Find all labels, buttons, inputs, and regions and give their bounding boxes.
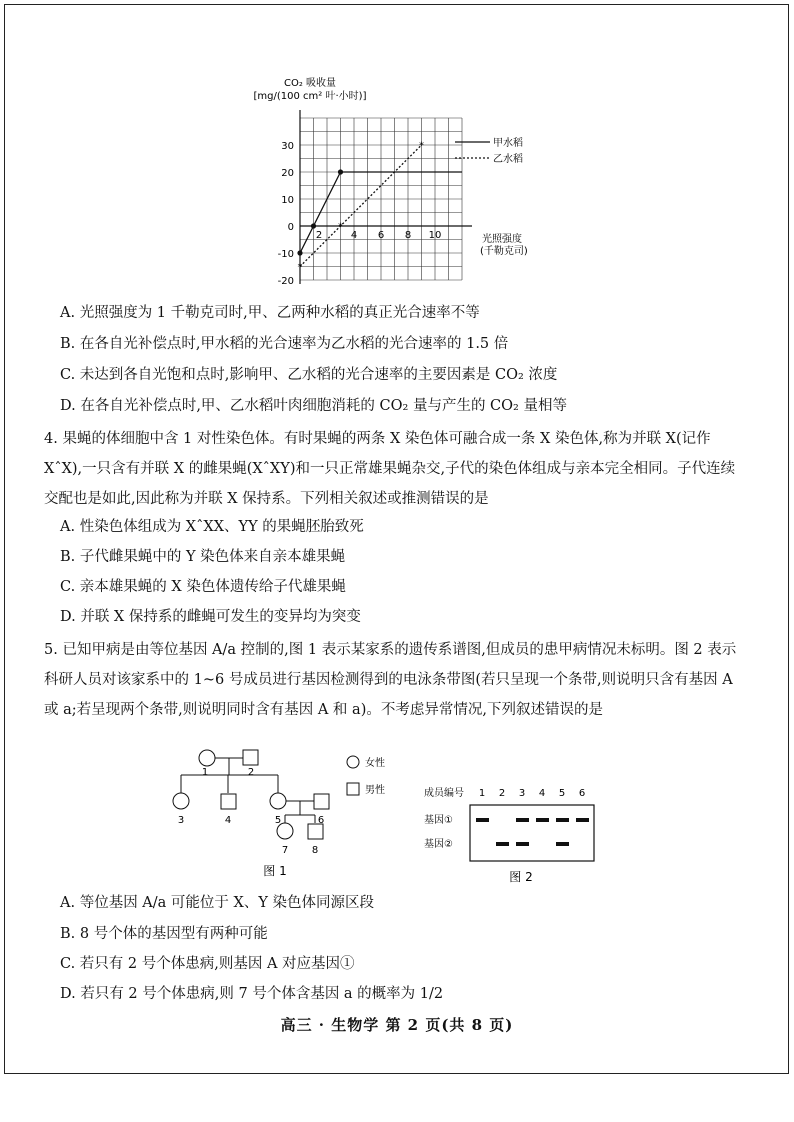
co2-chart	[250, 74, 550, 294]
chart-axes	[297, 110, 472, 284]
q3-option-d: D. 在各自光补偿点时,甲、乙水稻叶肉细胞消耗的 CO₂ 量与产生的 CO₂ 量相等	[60, 398, 567, 414]
pedigree-figure	[165, 745, 425, 885]
series-1-point-2: *	[419, 140, 424, 152]
member-6	[314, 794, 329, 809]
q4-stem: 4. 果蝇的体细胞中含 1 对性染色体。有时果蝇的两条 X 染色体可融合成一条 X 染色体,称为并联 X(记作 XˆX),一只含有并联 X 的雌果蝇(XˆXY)和一只正常雄果蝇杂交,子代的染色体组成与亲本完全相同。子代连续交配也是如此,因此称为并联 X 保持系。下列相关叙述或推测错误的是	[44, 431, 736, 507]
member-4	[221, 794, 236, 809]
label-2: 2	[247, 767, 255, 778]
member-8	[308, 824, 323, 839]
x-tick-4: 4	[350, 230, 358, 241]
member-5	[270, 793, 286, 809]
q4-option-a: A. 性染色体组成为 XˆXX、YY 的果蝇胚胎致死	[60, 519, 364, 535]
gel-row2: 基因②	[424, 839, 453, 850]
q3-option-c: C. 未达到各自光饱和点时,影响甲、乙水稻的光合速率的主要因素是 CO₂ 浓度	[60, 367, 558, 383]
chart-grid	[297, 118, 462, 280]
gel-caption: 图 2	[509, 870, 533, 884]
chart-xlabel-1: 光照强度	[482, 234, 522, 245]
label-5: 5	[274, 815, 282, 826]
member-3	[173, 793, 189, 809]
page-footer: 高三 · 生物学 第 2 页(共 8 页)	[280, 1016, 514, 1034]
q5-option-a: A. 等位基因 A/a 可能位于 X、Y 染色体同源区段	[60, 895, 375, 911]
label-7: 7	[281, 845, 289, 856]
q4-option-b: B. 子代雌果蝇中的 Y 染色体来自亲本雄果蝇	[60, 549, 346, 565]
y-tick-30: 30	[281, 141, 294, 152]
gel-member-6: 6	[578, 788, 586, 799]
series-0-point-1	[311, 223, 316, 228]
q5-stem: 5. 已知甲病是由等位基因 A/a 控制的,图 1 表示某家系的遗传系谱图,但成员的患甲病情况未标明。图 2 表示科研人员对该家系中的 1~6 号成员进行基因检测得到的电泳条带图(若只呈现一个条带,则说明只含有基因 A 或 a;若呈现两个条带,则说明同时含有基因 A 和 a)。不考虑异常情况,下列叙述错误的是	[44, 642, 737, 718]
q4-option-d: D. 并联 X 保持系的雌蝇可发生的变异均为突变	[60, 609, 361, 625]
x-tick-6: 6	[377, 230, 385, 241]
legend-female: 女性	[365, 758, 385, 769]
series-1-point-1: *	[338, 221, 343, 233]
q5-option-c: C. 若只有 2 号个体患病,则基因 A 对应基因①	[60, 956, 355, 972]
q3-option-a: A. 光照强度为 1 千勒克司时,甲、乙两种水稻的真正光合速率不等	[60, 305, 480, 321]
gel-header: 成员编号	[424, 788, 464, 799]
gel-member-2: 2	[498, 788, 506, 799]
gel-member-3: 3	[518, 788, 526, 799]
member-2	[243, 750, 258, 765]
y-tick-20: 20	[281, 168, 294, 179]
gel-band-r2-2	[496, 842, 509, 846]
legend-yi: 乙水稻	[493, 154, 523, 165]
series-0-point-2	[338, 169, 343, 174]
x-tick-10: 10	[428, 230, 442, 241]
y-tick-10: 10	[281, 195, 294, 206]
gel-member-4: 4	[538, 788, 546, 799]
label-4: 4	[224, 815, 232, 826]
gel-figure	[418, 780, 598, 890]
q3-option-b: B. 在各自光补偿点时,甲水稻的光合速率为乙水稻的光合速率的 1.5 倍	[60, 336, 509, 352]
x-tick-2: 2	[315, 230, 323, 241]
member-1	[199, 750, 215, 766]
y-tick-0: 0	[287, 222, 294, 233]
label-1: 1	[201, 767, 209, 778]
series-1-point-0: *	[297, 262, 303, 273]
label-8: 8	[311, 845, 319, 856]
y-tick--10: -10	[277, 249, 294, 260]
q5-option-d: D. 若只有 2 号个体患病,则 7 号个体含基因 a 的概率为 1/2	[60, 986, 444, 1002]
legend-female-icon	[347, 756, 359, 768]
chart-ylabel-1: CO₂ 吸收量	[283, 78, 337, 89]
gel-band-r1-3	[516, 818, 529, 822]
series-0-point-0	[297, 250, 302, 255]
gel-member-5: 5	[558, 788, 566, 799]
gel-band-r2-3	[516, 842, 529, 846]
gel-member-1: 1	[478, 788, 486, 799]
legend-male: 男性	[365, 785, 385, 796]
gel-band-r1-6	[576, 818, 589, 822]
gel-band-r1-4	[536, 818, 549, 822]
legend-jia: 甲水稻	[493, 138, 523, 149]
gel-band-r1-5	[556, 818, 569, 822]
pedigree-caption: 图 1	[263, 864, 287, 878]
series-1-line	[300, 145, 422, 267]
chart-ylabel-2: [mg/(100 cm² 叶·小时)]	[253, 91, 367, 102]
chart-xlabel-2: (千勒克司)	[480, 246, 528, 257]
y-tick--20: -20	[277, 276, 294, 287]
gel-band-r2-5	[556, 842, 569, 846]
gel-row1: 基因①	[424, 815, 453, 826]
x-tick-8: 8	[404, 230, 412, 241]
legend-male-icon	[347, 783, 359, 795]
label-3: 3	[177, 815, 185, 826]
gel-band-r1-1	[476, 818, 489, 822]
q5-option-b: B. 8 号个体的基因型有两种可能	[60, 926, 268, 942]
label-6: 6	[317, 815, 325, 826]
gel-box	[470, 805, 594, 861]
q4-option-c: C. 亲本雄果蝇的 X 染色体遗传给子代雄果蝇	[60, 579, 346, 595]
